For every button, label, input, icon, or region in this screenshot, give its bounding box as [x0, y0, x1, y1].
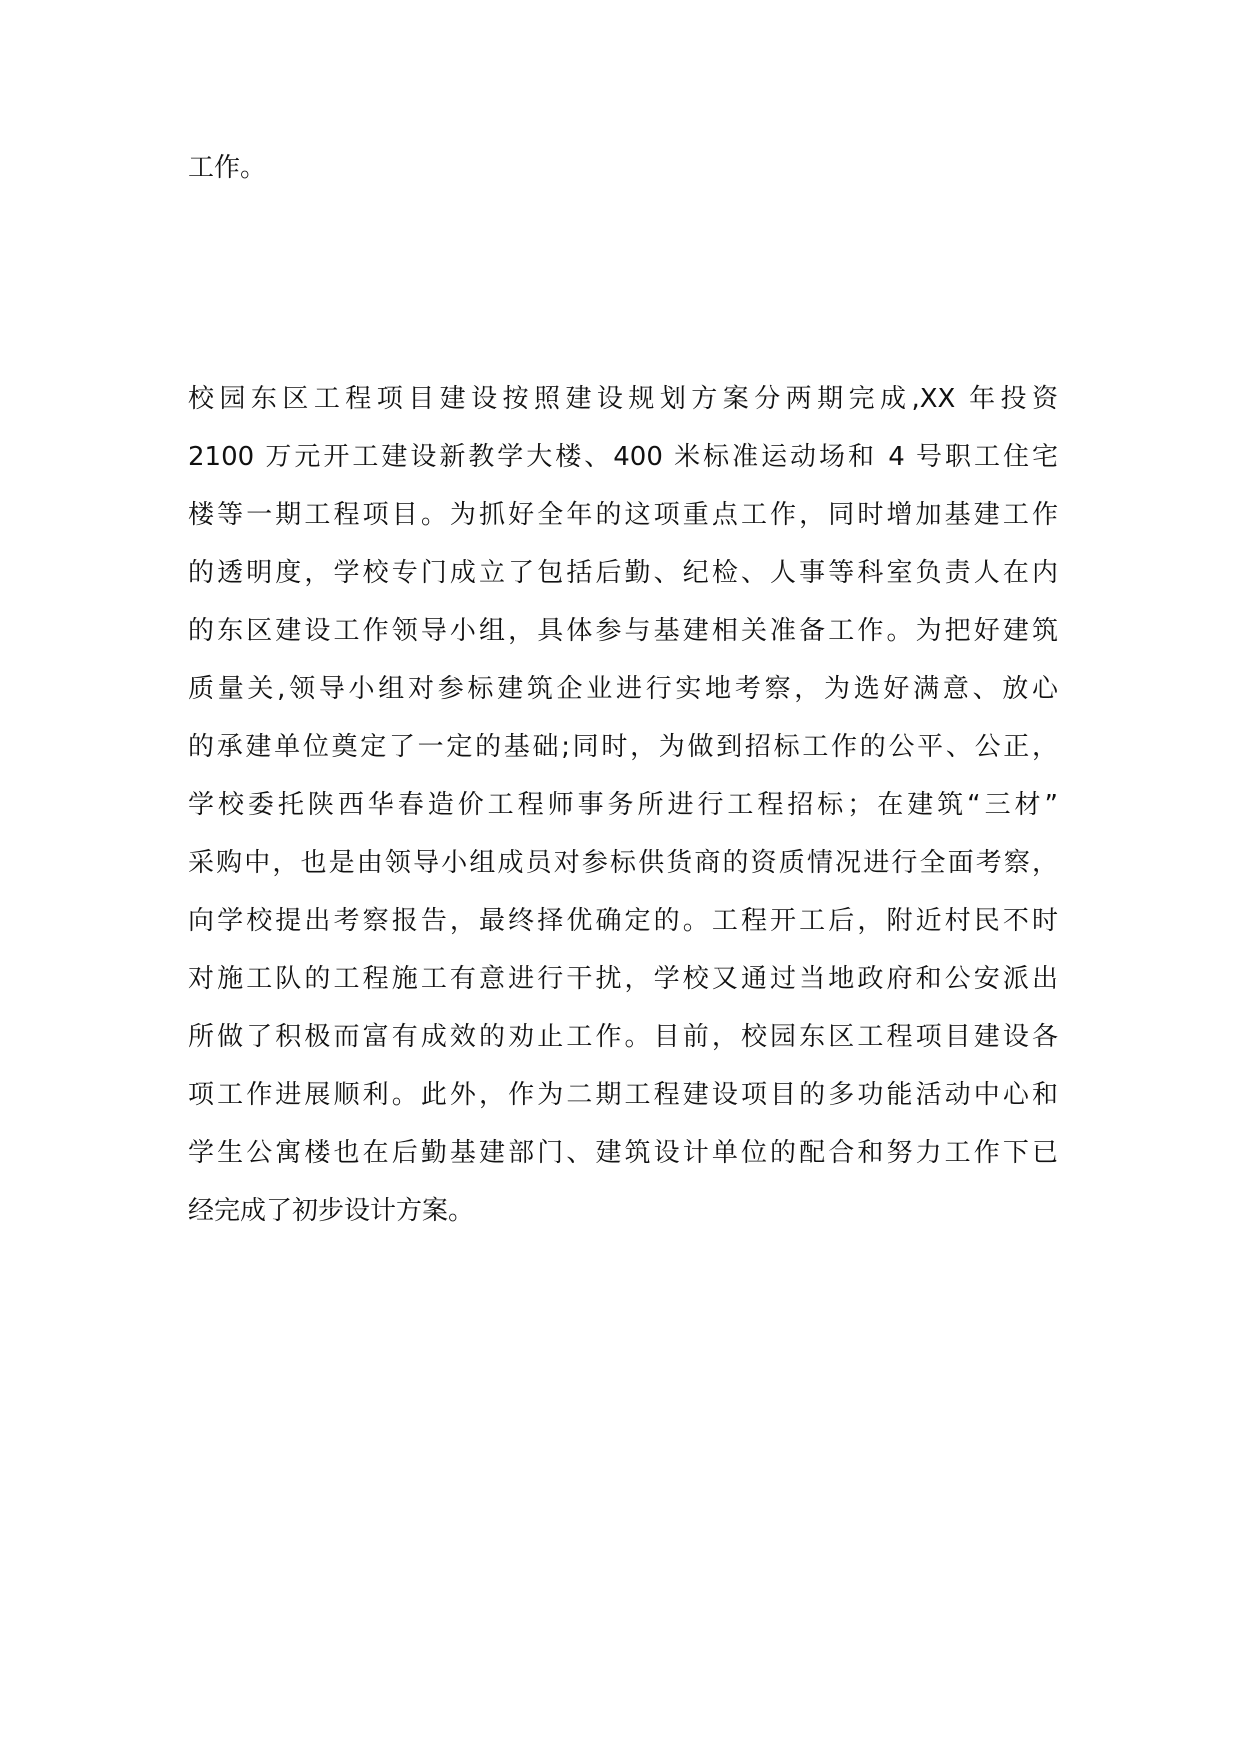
paragraph-line: 质量关,领导小组对参标建筑企业进行实地考察，为选好满意、放心: [188, 674, 1058, 704]
paragraph-line: 的东区建设工作领导小组，具体参与基建相关准备工作。为把好建筑: [188, 616, 1058, 646]
paragraph-line: 学生公寓楼也在后勤基建部门、建筑设计单位的配合和努力工作下已: [188, 1138, 1058, 1168]
paragraph-line: 学校委托陕西华春造价工程师事务所进行工程招标；在建筑“三材”: [188, 790, 1058, 820]
paragraph-line: 楼等一期工程项目。为抓好全年的这项重点工作，同时增加基建工作: [188, 500, 1058, 530]
paragraph-line: 的透明度，学校专门成立了包括后勤、纪检、人事等科室负责人在内: [188, 558, 1058, 588]
fragment-line: 工作。: [188, 153, 267, 183]
paragraph-last-line: 经完成了初步设计方案。: [188, 1196, 475, 1226]
paragraph-line: 校园东区工程项目建设按照建设规划方案分两期完成,XX 年投资: [188, 384, 1058, 414]
paragraph-line: 项工作进展顺利。此外，作为二期工程建设项目的多功能活动中心和: [188, 1080, 1058, 1110]
paragraph-line: 的承建单位奠定了一定的基础;同时，为做到招标工作的公平、公正，: [188, 732, 1058, 762]
paragraph-line: 2100 万元开工建设新教学大楼、400 米标准运动场和 4 号职工住宅: [188, 442, 1058, 472]
paragraph-line: 向学校提出考察报告，最终择优确定的。工程开工后，附近村民不时: [188, 906, 1058, 936]
paragraph-line: 对施工队的工程施工有意进行干扰，学校又通过当地政府和公安派出: [188, 964, 1058, 994]
paragraph-line: 所做了积极而富有成效的劝止工作。目前，校园东区工程项目建设各: [188, 1022, 1058, 1052]
paragraph-line: 采购中，也是由领导小组成员对参标供货商的资质情况进行全面考察，: [188, 848, 1058, 878]
